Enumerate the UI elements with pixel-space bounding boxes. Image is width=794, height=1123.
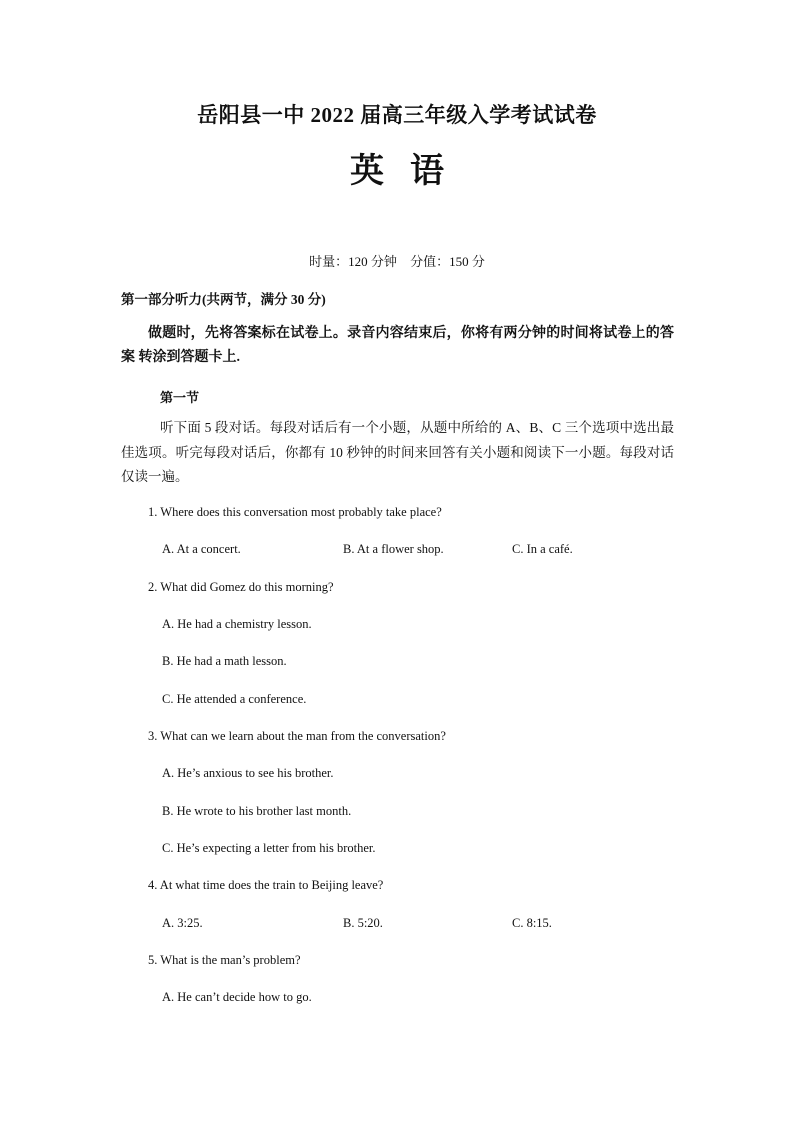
question-2-option-c: C. He attended a conference. (162, 692, 307, 706)
question-1: 1. Where does this conversation most probably take place? (148, 505, 442, 519)
section-instructions: 做题时，先将答案标在试卷上。录音内容结束后，你将有两分钟的时间将试卷上的答案 转涂到答题卡上. (121, 326, 674, 365)
question-5: 5. What is the man’s problem? (148, 953, 301, 967)
total-score: 分值：150 分 (410, 254, 485, 269)
question-1-option-a: A. At a concert. (162, 542, 241, 556)
question-2-option-a: A. He had a chemistry lesson. (162, 617, 312, 631)
question-2: 2. What did Gomez do this morning? (148, 580, 334, 594)
time-limit: 时量：120 分钟 (309, 254, 397, 269)
question-5-option-a: A. He can’t decide how to go. (162, 990, 312, 1004)
question-4: 4. At what time does the train to Beijing leave? (148, 878, 384, 892)
question-4-option-c: C. 8:15. (512, 916, 552, 930)
question-1-option-c: C. In a café. (512, 542, 573, 556)
subject-title: 英语 (350, 153, 470, 190)
exam-meta (0, 251, 794, 270)
question-1-option-b: B. At a flower shop. (343, 542, 444, 556)
section-heading: 第一部分听力(共两节，满分 30 分) (121, 292, 326, 307)
question-3-option-a: A. He’s anxious to see his brother. (162, 766, 334, 780)
question-3-option-b: B. He wrote to his brother last month. (162, 804, 352, 818)
question-3-option-c: C. He’s expecting a letter from his brother. (162, 841, 376, 855)
question-4-option-a: A. 3:25. (162, 916, 203, 930)
part-heading: 第一节 (160, 390, 200, 405)
question-2-option-b: B. He had a math lesson. (162, 654, 287, 668)
exam-title: 岳阳县一中 2022 届高三年级入学考试试卷 (197, 103, 597, 127)
question-3: 3. What can we learn about the man from the conversation? (148, 729, 446, 743)
question-4-option-b: B. 5:20. (343, 916, 383, 930)
part-directions: 听下面 5 段对话。每段对话后有一个小题，从题中所给的 A、B、C 三个选项中选出最佳选项。听完每段对话后，你都有 10 秒钟的时间来回答有关小题和阅读下一小题。每段对话仅读一遍。 (121, 420, 674, 484)
